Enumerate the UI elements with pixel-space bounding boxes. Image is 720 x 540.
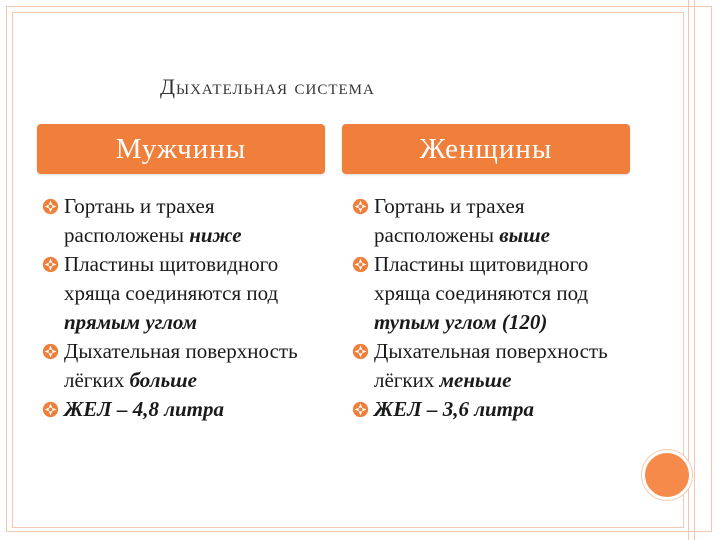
- list-item: [42, 250, 312, 337]
- decor-line: [694, 0, 695, 540]
- item-emphasis: меньше: [439, 368, 512, 392]
- list-item: [42, 192, 312, 250]
- header-men: Мужчины: [37, 124, 325, 174]
- item-text: Пластины щитовидного хряща соединяются под: [374, 252, 589, 305]
- item-emphasis: выше: [499, 223, 550, 247]
- gear-flower-icon: [352, 256, 369, 273]
- list-item: [352, 337, 622, 395]
- column-women: [352, 192, 622, 424]
- slide-title: Дыхательная система: [160, 74, 375, 99]
- item-emphasis: тупым углом (120): [374, 310, 548, 334]
- list-item: [352, 395, 622, 424]
- item-text: Дыхательная поверхность лёгких: [64, 339, 298, 392]
- item-text: Дыхательная поверхность лёгких: [374, 339, 608, 392]
- item-text: Пластины щитовидного хряща соединяются под: [64, 252, 279, 305]
- gear-flower-icon: [42, 198, 59, 215]
- column-men: [42, 192, 312, 424]
- item-emphasis: прямым углом: [64, 310, 197, 334]
- gear-flower-icon: [352, 198, 369, 215]
- list-item: [352, 250, 622, 337]
- decor-line: [688, 0, 689, 540]
- gear-flower-icon: [352, 401, 369, 418]
- gear-flower-icon: [42, 343, 59, 360]
- list-item: [42, 337, 312, 395]
- list-item: [42, 395, 312, 424]
- item-emphasis: ЖЕЛ – 4,8 литра: [64, 397, 224, 421]
- item-text: Гортань и трахея расположены: [64, 194, 215, 247]
- item-text: Гортань и трахея расположены: [374, 194, 525, 247]
- item-emphasis: ЖЕЛ – 3,6 литра: [374, 397, 534, 421]
- item-emphasis: ниже: [189, 223, 242, 247]
- header-women: Женщины: [342, 124, 630, 174]
- gear-flower-icon: [42, 401, 59, 418]
- gear-flower-icon: [352, 343, 369, 360]
- item-emphasis: больше: [129, 368, 197, 392]
- gear-flower-icon: [42, 256, 59, 273]
- list-item: [352, 192, 622, 250]
- decor-circle: [642, 450, 692, 500]
